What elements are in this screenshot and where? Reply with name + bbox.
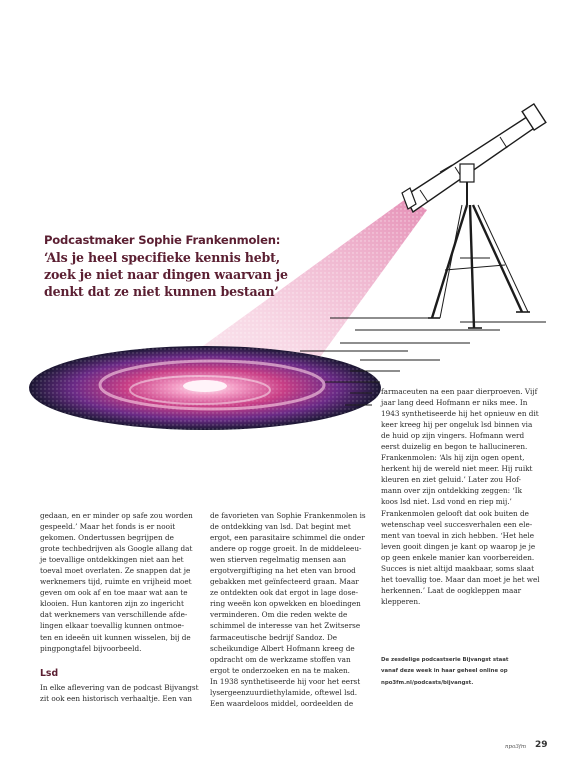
headline-line: denkt dat ze niet kunnen bestaan’	[44, 284, 279, 299]
body-line: ergot, een parasitaire schimmel die onder	[210, 533, 365, 543]
body-line: farmaceuten na een paar dierproeven. Vijf	[381, 387, 538, 396]
body-column-2	[210, 510, 370, 709]
body-line: jaar lang deed Hofmann er niks mee. In	[381, 398, 528, 408]
body-line: toeval moet overlaten. Ze snappen dat je	[40, 566, 191, 576]
body-column-3	[381, 386, 541, 607]
body-line: ring weeën kon opwekken en bloedingen	[210, 599, 361, 609]
body-line: verminderen. Om die reden wekte de	[210, 610, 348, 620]
body-line: gekomen. Ondertussen begrijpen de	[40, 533, 174, 543]
body-line: In 1938 synthetiseerde hij voor het eerst	[210, 676, 361, 686]
body-column-1	[40, 510, 200, 704]
footnote-line: De zesdelige podcastserie Bijvangst staat	[381, 657, 509, 663]
body-line: koos lsd niet. Lsd vond en riep mij.’	[381, 497, 512, 507]
body-line: zit ook een historisch verhaaltje. Een van	[40, 693, 193, 703]
body-line: werknemers tijd, ruimte en vrijheid moet	[40, 577, 192, 587]
section-subheading: Lsd	[40, 667, 59, 679]
body-line: de huid op zijn vingers. Hofmann werd	[381, 431, 525, 441]
body-line: de favorieten van Sophie Frankenmolen is	[210, 511, 366, 520]
npo3fm-logo: npo3fm	[505, 744, 527, 750]
body-line: gebakken met geïnfecteerd graan. Maar	[210, 577, 359, 587]
body-line: dat werknemers van verschillende afde-	[40, 610, 188, 620]
body-line: herkent hij de wereld niet meer. Hij ruikt	[381, 464, 533, 474]
body-line: het toevallig toe. Maar dan moet je het wel	[381, 574, 540, 584]
body-line: lingen elkaar toevallig kunnen ontmoe-	[40, 621, 185, 631]
footnote-line: vanaf deze week in haar geheel online op	[381, 668, 508, 675]
body-line: lysergeenzuurdiethylamide, oftewel lsd.	[210, 687, 358, 697]
body-line: je toevallige ontdekkingen niet aan het	[40, 555, 184, 565]
body-line: Frankenmolen gelooft dat ook buiten de	[381, 508, 529, 518]
body-line: andere op rogge groeit. In de middeleeu-	[210, 544, 362, 554]
body-line: Een waardeloos middel, oordeelden de	[210, 698, 354, 708]
body-line: gespeeld.’ Maar het fonds is er nooit	[40, 522, 176, 532]
body-line: herkennen.’ Laat de oogkleppen maar	[381, 585, 522, 595]
body-line: pingpongtafel bijvoorbeeld.	[40, 643, 142, 653]
body-line: opdracht om de werkzame stoffen van	[210, 654, 351, 664]
page-number: 29	[535, 740, 548, 750]
article-kicker: Podcastmaker Sophie Frankenmolen:	[44, 233, 281, 247]
body-line: ze ontdekten ook dat ergot in lage dose-	[210, 588, 359, 598]
body-line: geven om ook af en toe maar wat aan te	[40, 588, 188, 598]
body-line: keer kreeg hij per ongeluk lsd binnen via	[381, 420, 533, 430]
body-line: farmaceutische bedrijf Sandoz. De	[210, 632, 338, 642]
body-line: 1943 synthetiseerde hij het opnieuw en dit	[381, 409, 539, 419]
telescope	[402, 104, 546, 328]
body-line: In elke aflevering van de podcast Bijvangst	[40, 682, 199, 692]
galaxy-disc	[29, 346, 381, 430]
body-line: ten en ideeën uit kunnen wisselen, bij de	[40, 632, 191, 642]
body-line: wen stierven regelmatig mensen aan	[210, 555, 347, 565]
podcast-footnote	[381, 655, 541, 689]
body-line: gedaan, en er minder op safe zou worden	[40, 511, 193, 520]
body-line: ergotvergiftiging na het eten van brood	[210, 566, 356, 576]
body-line: klepperen.	[381, 596, 421, 606]
body-line: mann over zijn ontdekking zeggen: ‘Ik	[381, 486, 522, 496]
headline-line: zoek je niet naar dingen waarvan je	[44, 267, 288, 282]
body-line: wetenschap veel succesverhalen een ele-	[381, 519, 533, 529]
body-line: scheikundige Albert Hofmann kreeg de	[210, 643, 355, 653]
body-line: eerst duizelig en begon te hallucineren.	[381, 442, 528, 452]
body-line: ment van toeval in zich hebben. ‘Het hele	[381, 530, 535, 540]
footnote-line: npo3fm.nl/podcasts/bijvangst.	[381, 679, 474, 686]
body-line: kleuren en ziet geluid.’ Later zou Hof-	[381, 475, 521, 485]
body-line: op geen enkele manier kan voorbereiden.	[381, 552, 535, 562]
body-line: Frankenmolen: ‘Als hij zijn ogen opent,	[381, 453, 525, 463]
body-line: de ontdekking van lsd. Dat begint met	[210, 522, 351, 532]
body-line: klooien. Hun kantoren zijn zo ingericht	[40, 599, 184, 609]
headline-line: ‘Als je heel specifieke kennis hebt,	[44, 250, 280, 265]
body-line: schimmel de interesse van het Zwitserse	[210, 621, 361, 631]
body-line: grote techbedrijven als Google allang dat	[40, 544, 193, 554]
body-line: ergot te onderzoeken en na te maken.	[210, 665, 350, 675]
body-line: Succes is niet altijd maakbaar, soms slaat	[381, 563, 535, 573]
article-headline	[44, 249, 288, 300]
body-line: leven gooit dingen je kant op waarop je je	[381, 541, 536, 551]
